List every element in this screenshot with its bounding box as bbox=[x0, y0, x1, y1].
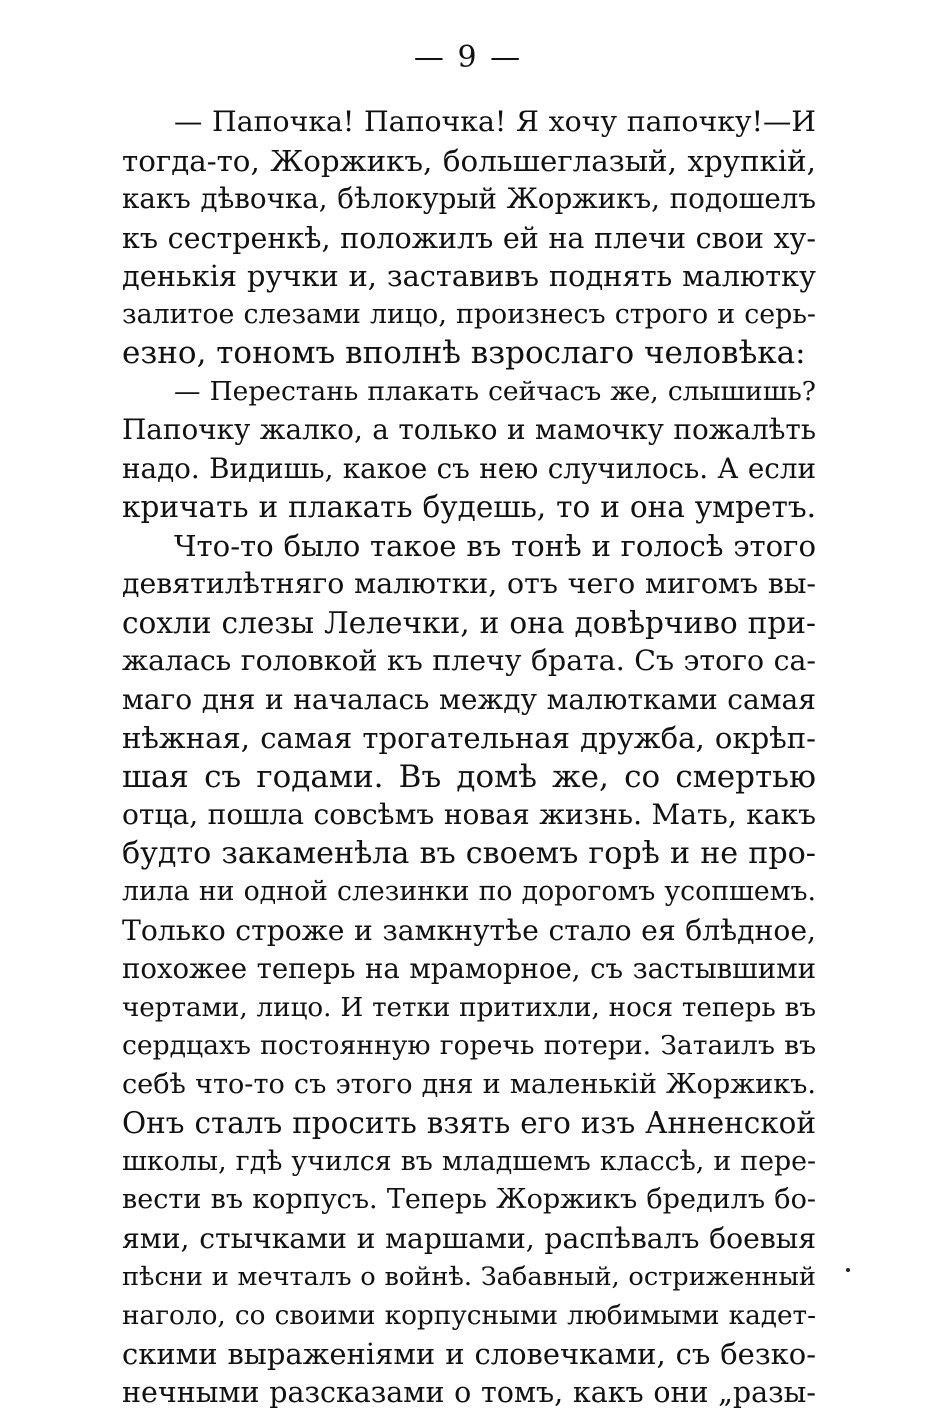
text-line: сердцахъ постоянную горечь потери. Затаилъ въ bbox=[122, 1027, 816, 1066]
text-line: Только строже и замкнутѣе стало ея блѣдное, bbox=[122, 912, 816, 951]
text-line: девятилѣтняго малютки, отъ чего мигомъ вы- bbox=[122, 565, 816, 604]
text-line: себѣ что-то съ этого дня и маленькій Жоржикъ. bbox=[122, 1066, 816, 1105]
text-line: жалась головкой къ плечу брата. Съ этого са- bbox=[122, 642, 816, 681]
text-line: похожее теперь на мраморное, съ застывшими bbox=[122, 950, 816, 989]
text-line: нѣжная, самая трогательная дружба, окрѣп- bbox=[122, 719, 816, 758]
text-line: къ сестренкѣ, положилъ ей на плечи свои ху- bbox=[122, 219, 816, 258]
text-line: кричать и плакать будешь, то и она умретъ. bbox=[122, 488, 816, 527]
text-line: чертами, лицо. И тетки притихли, нося теперь въ bbox=[122, 989, 816, 1028]
text-line: школы, гдѣ учился въ младшемъ классѣ, и пере- bbox=[122, 1143, 816, 1182]
text-line: сохли слезы Лелечки, и она довѣрчиво при- bbox=[122, 604, 816, 643]
text-line: скими выраженіями и словечками, съ безко- bbox=[122, 1335, 816, 1374]
ink-speck bbox=[846, 1268, 850, 1272]
page-number: — 9 — bbox=[0, 38, 936, 78]
text-line: нечными разсказами о томъ, какъ они „разы- bbox=[122, 1374, 816, 1412]
text-line: лила ни одной слезинки по дорогомъ усопшемъ. bbox=[122, 873, 816, 912]
text-line: отца, пошла совсѣмъ новая жизнь. Мать, какъ bbox=[122, 796, 816, 835]
text-line: тогда-то, Жоржикъ, большеглазый, хрупкій, bbox=[122, 142, 816, 181]
text-line: Что-то было такое въ тонѣ и голосѣ этого bbox=[122, 527, 816, 566]
text-line: будто закаменѣла въ своемъ горѣ и не про- bbox=[122, 835, 816, 874]
text-line: Онъ сталъ просить взять его изъ Анненской bbox=[122, 1104, 816, 1143]
text-line: залитое слезами лицо, произнесъ строго и серь- bbox=[122, 296, 816, 335]
text-line: наголо, со своими корпусными любимыми кадет- bbox=[122, 1297, 816, 1336]
text-line: какъ дѣвочка, бѣлокурый Жоржикъ, подошелъ bbox=[122, 180, 816, 219]
text-line: — Перестань плакать сейчасъ же, слышишь? bbox=[122, 373, 816, 412]
text-line: денькія ручки и, заставивъ поднять малютку bbox=[122, 257, 816, 296]
text-line: езно, тономъ вполнѣ взрослаго человѣка: bbox=[122, 334, 816, 373]
text-line: — Папочка! Папочка! Я хочу папочку!—И bbox=[122, 103, 816, 142]
text-line: маго дня и началась между малютками самая bbox=[122, 681, 816, 720]
text-line: вести въ корпусъ. Теперь Жоржикъ бредилъ бо- bbox=[122, 1181, 816, 1220]
text-line: надо. Видишь, какое съ нею случилось. А если bbox=[122, 450, 816, 489]
body-text bbox=[122, 103, 816, 1412]
text-line: шая съ годами. Въ домѣ же, со смертью bbox=[122, 758, 816, 797]
text-line: Папочку жалко, а только и мамочку пожалѣть bbox=[122, 411, 816, 450]
text-line: пѣсни и мечталъ о войнѣ. Забавный, остриженный bbox=[122, 1258, 816, 1297]
text-line: ями, стычками и маршами, распѣвалъ боевыя bbox=[122, 1220, 816, 1259]
